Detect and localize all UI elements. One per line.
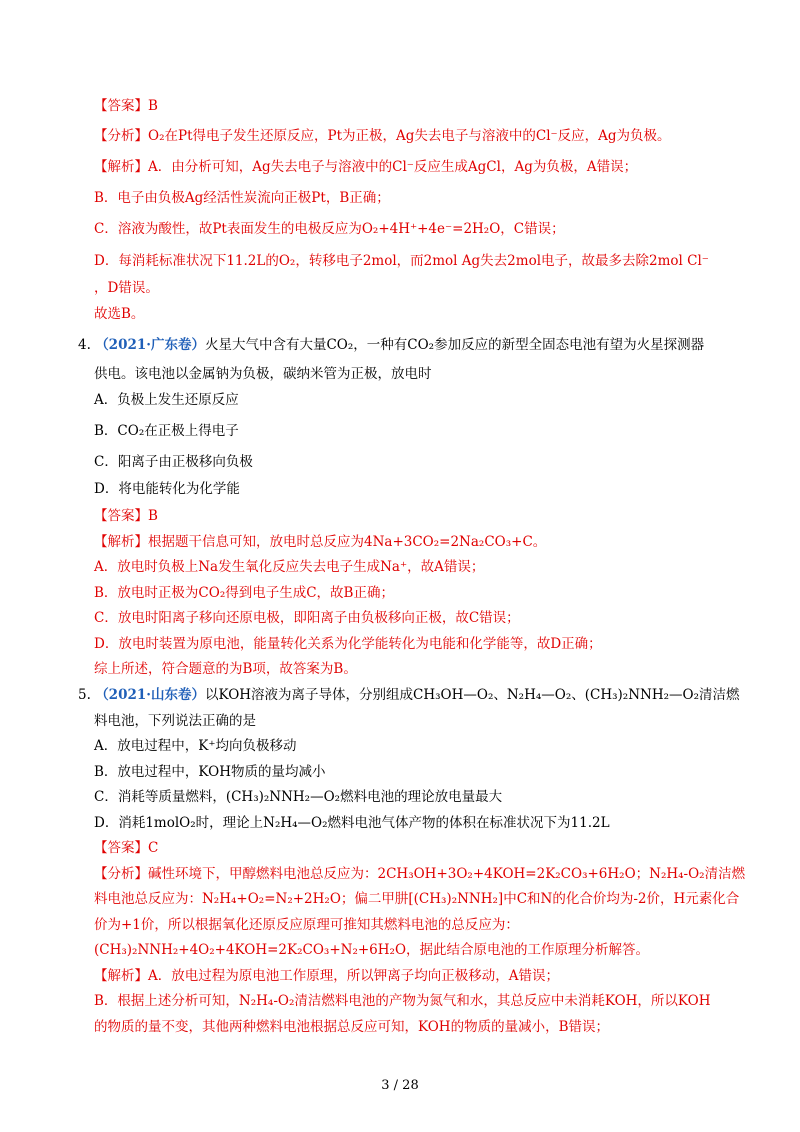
q4-explanation-b: B．放电时正极为CO₂得到电子生成C，故B正确； — [94, 585, 394, 601]
q5-analysis-line2: 料电池总反应为：N₂H₄+O₂=N₂+2H₂O；偏二甲肼[(CH₃)₂NNH₂]中C和N的化合价均为-2价，H元素化合 — [94, 891, 740, 907]
q5-option-c: C．消耗等质量燃料，(CH₃)₂NNH₂—O₂燃料电池的理论放电量最大 — [94, 789, 503, 805]
q3-explanation-a: 【解析】A．由分析可知，Ag失去电子与溶液中的Cl⁻反应生成AgCl，Ag为负极，A错误； — [94, 159, 638, 175]
q4-stem-line2: 供电。该电池以金属钠为负极，碳纳米管为正极，放电时 — [94, 366, 432, 382]
q3-explanation-d: D．每消耗标准状况下11.2L的O₂，转移电子2mol，而2mol Ag失去2mol电子，故最多去除2mol Cl⁻ — [94, 253, 709, 269]
q5-analysis-line4: (CH₃)₂NNH₂+4O₂+4KOH=2K₂CO₃+N₂+6H₂O，据此结合原电池的工作原理分析解答。 — [94, 942, 650, 958]
q4-option-b: B．CO₂在正极上得电子 — [94, 423, 239, 439]
q3-explanation-b: B．电子由负极Ag经活性炭流向正极Pt，B正确； — [94, 190, 390, 206]
q4-source-tag: （2021·广东卷） — [95, 337, 205, 353]
q4-explanation-intro: 【解析】根据题干信息可知，放电时总反应为4Na+3CO₂=2Na₂CO₃+C。 — [94, 534, 547, 550]
q5-number: 5. — [78, 687, 91, 703]
q5-answer: 【答案】C — [94, 840, 159, 856]
q4-stem-line1: 火星大气中含有大量CO₂，一种有CO₂参加反应的新型全固态电池有望为火星探测器 — [204, 337, 705, 353]
q4-option-a: A．负极上发生还原反应 — [94, 392, 239, 408]
q4-option-c: C．阳离子由正极移向负极 — [94, 454, 253, 470]
q5-explanation-b-line1: B．根据上述分析可知，N₂H₄-O₂清洁燃料电池的产物为氮气和水，其总反应中未消耗KOH，所以KOH — [94, 993, 711, 1009]
q4-explanation-c: C．放电时阳离子移向还原电极，即阳离子由负极移向正极，故C错误； — [94, 610, 520, 626]
q5-explanation-b-line2: 的物质的量不变，其他两种燃料电池根据总反应可知，KOH的物质的量减小，B错误； — [94, 1019, 609, 1035]
q5-option-b: B．放电过程中，KOH物质的量均减小 — [94, 764, 326, 780]
q3-explanation-d-cont: ，D错误。 — [94, 280, 159, 296]
q4-summary: 综上所述，符合题意的为B项，故答案为B。 — [94, 661, 357, 677]
q4-answer: 【答案】B — [94, 508, 158, 524]
q5-stem-line2: 料电池，下列说法正确的是 — [94, 713, 256, 729]
page-number: 3 / 28 — [381, 1078, 419, 1093]
q3-explanation-c: C．溶液为酸性，故Pt表面发生的电极反应为O₂+4H⁺+4e⁻=2H₂O，C错误； — [94, 221, 565, 237]
q5-explanation-a: 【解析】A．放电过程为原电池工作原理，所以钾离子均向正极移动，A错误； — [94, 968, 559, 984]
q3-conclusion: 故选B。 — [94, 306, 145, 322]
q4-explanation-d: D．放电时装置为原电池，能量转化关系为化学能转化为电能和化学能等，故D正确； — [94, 636, 602, 652]
q3-answer: 【答案】B — [94, 98, 158, 114]
q5-analysis-line1: 【分析】碱性环境下，甲醇燃料电池总反应为：2CH₃OH+3O₂+4KOH=2K₂CO₃+6H₂O；N₂H₄-O₂清洁燃 — [94, 866, 746, 882]
q3-analysis: 【分析】O₂在Pt得电子发生还原反应，Pt为正极，Ag失去电子与溶液中的Cl⁻反应，Ag为负极。 — [94, 128, 671, 144]
q5-analysis-line3: 价为+1价，所以根据氧化还原反应原理可推知其燃料电池的总反应为： — [94, 917, 519, 933]
q5-source-tag: （2021·山东卷） — [95, 687, 205, 703]
q4-number: 4. — [78, 337, 91, 353]
q5-stem-line1: 以KOH溶液为离子导体，分别组成CH₃OH—O₂、N₂H₄—O₂、(CH₃)₂NNH₂—O₂清洁燃 — [204, 687, 740, 703]
q4-stem — [78, 335, 740, 355]
q4-option-d: D．将电能转化为化学能 — [94, 481, 240, 497]
q5-stem — [78, 685, 740, 705]
q4-explanation-a: A．放电时负极上Na发生氧化反应失去电子生成Na⁺，故A错误； — [94, 559, 485, 575]
q5-option-a: A．放电过程中，K⁺均向负极移动 — [94, 738, 297, 754]
q5-option-d: D．消耗1molO₂时，理论上N₂H₄—O₂燃料电池气体产物的体积在标准状况下为11.2L — [94, 815, 610, 831]
